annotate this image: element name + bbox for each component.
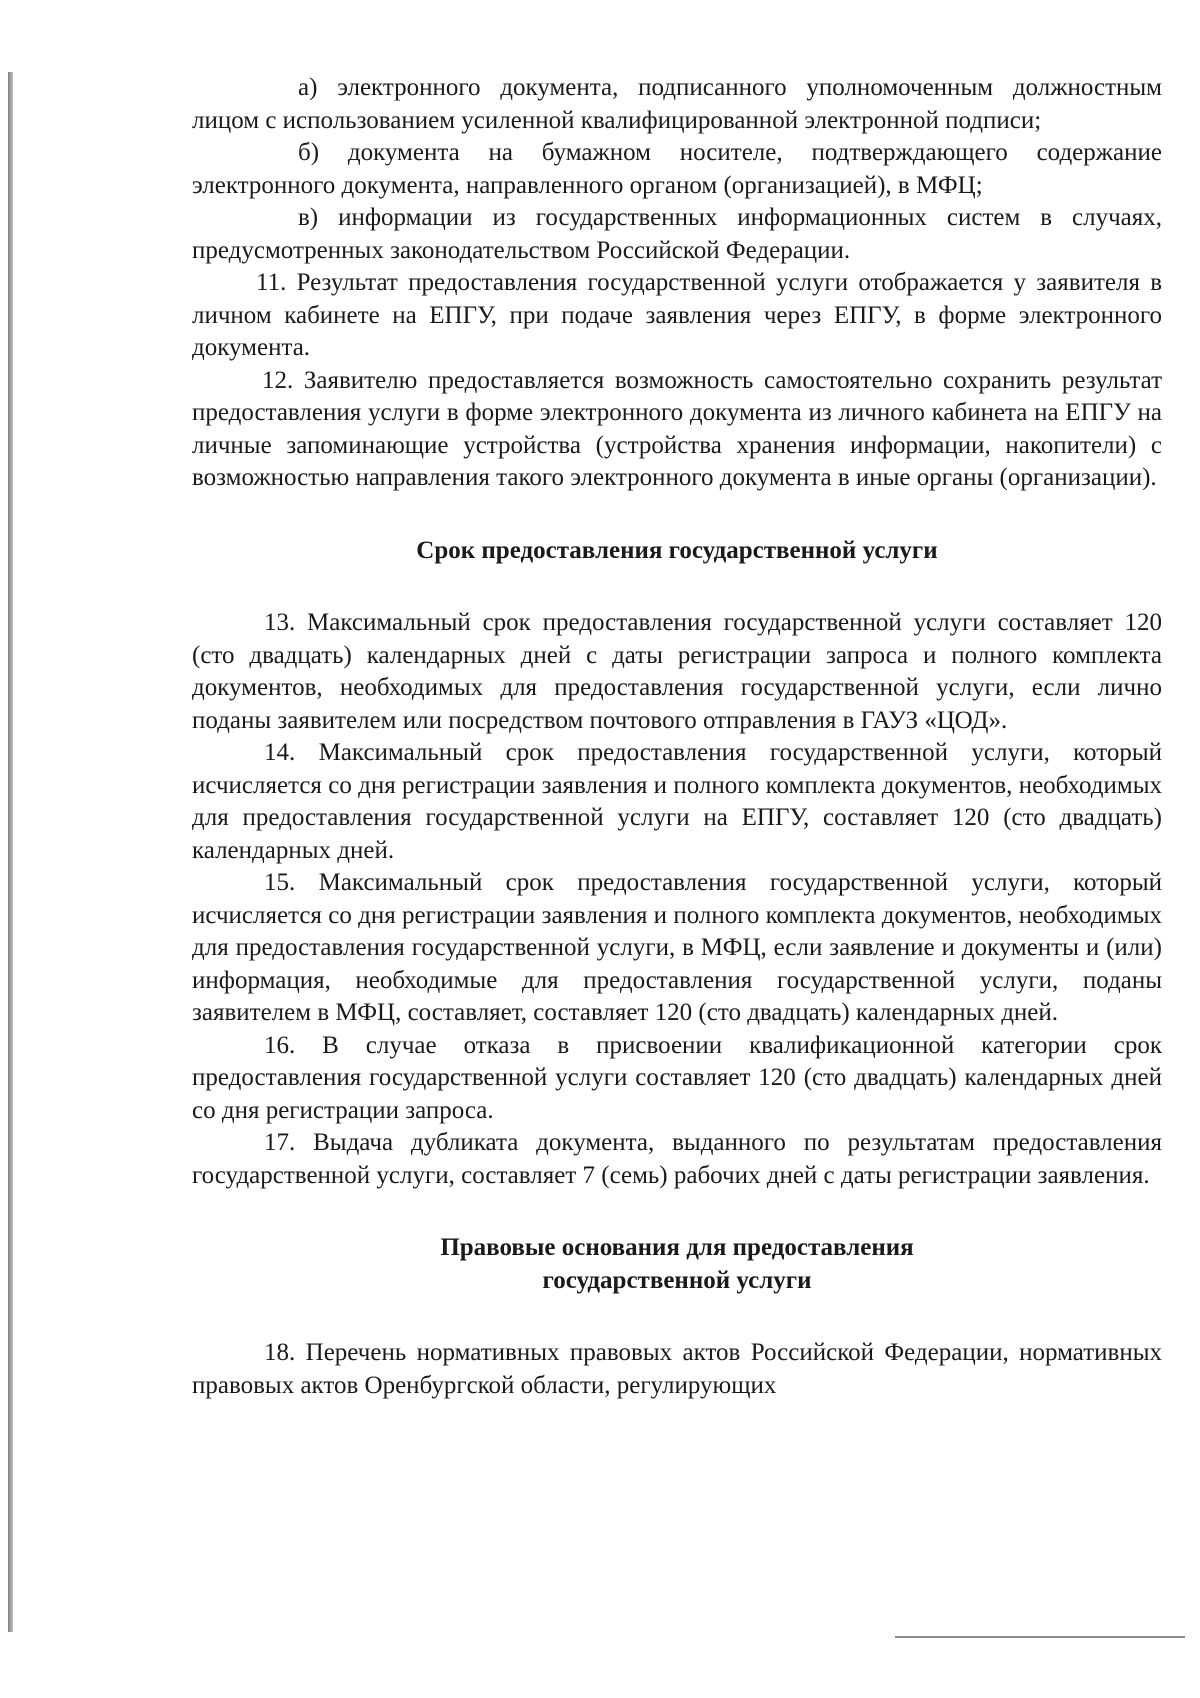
section-heading-legal: [192, 1232, 1162, 1297]
paragraph-15: 15. Максимальный срок предоставления государственной услуги, который исчисляется со дня регистрации заявления и полного комплекта документов, необходимых для предоставления государственной услуги, в МФЦ, если заявление и документы и (или) информация, необходимые для предоставления государственной услуги, поданы заявителем в МФЦ, составляет, составляет 120 (сто двадцать) календарных дней.: [192, 869, 1162, 1026]
paragraph-14: 14. Максимальный срок предоставления государственной услуги, который исчисляется со дня регистрации заявления и полного комплекта документов, необходимых для предоставления государственной услуги на ЕПГУ, составляет 120 (сто двадцать) календарных дней.: [192, 739, 1162, 864]
paragraph-18: 18. Перечень нормативных правовых актов Российской Федерации, нормативных правовых актов Оренбургской области, регулирующих: [192, 1339, 1162, 1399]
scan-edge-shadow: [8, 72, 13, 1632]
document-page: [192, 72, 1162, 1402]
section-heading-legal-line1: Правовые основания для предоставления: [440, 1234, 914, 1261]
paragraph-item-v: в) информации из государственных информационных систем в случаях, предусмотренных законодательством Российской Федерации.: [192, 204, 1162, 264]
paragraph-16: 16. В случае отказа в присвоении квалификационной категории срок предоставления государственной услуги составляет 120 (сто двадцать) календарных дней со дня регистрации запроса.: [192, 1031, 1162, 1124]
paragraph-12: 12. Заявителю предоставляется возможность самостоятельно сохранить результат предоставления услуги в форме электронного документа из личного кабинета на ЕПГУ на личные запоминающие устройства (устройства хранения информации, накопители) с возможностью направления такого электронного документа в иные органы (организации).: [192, 366, 1162, 491]
paragraph-17: 17. Выдача дубликата документа, выданного по результатам предоставления государственной услуги, составляет 7 (семь) рабочих дней с даты регистрации заявления.: [192, 1129, 1162, 1189]
paragraph-11: 11. Результат предоставления государственной услуги отображается у заявителя в личном кабинете на ЕПГУ, при подаче заявления через ЕПГУ, в форме электронного документа.: [192, 269, 1162, 361]
paragraph-item-a: а) электронного документа, подписанного уполномоченным должностным лицом с использованием усиленной квалифицированной электронной подписи;: [192, 74, 1162, 134]
paragraph-13: 13. Максимальный срок предоставления государственной услуги составляет 120 (сто двадцать) календарных дней с даты регистрации запроса и полного комплекта документов, необходимых для предоставления государственной услуги, если лично поданы заявителем или посредством почтового отправления в ГАУЗ «ЦОД».: [192, 609, 1162, 734]
paragraph-item-b: б) документа на бумажном носителе, подтверждающего содержание электронного документа, направленного органом (организацией), в МФЦ;: [192, 139, 1162, 199]
section-heading-legal-line2: государственной услуги: [542, 1266, 812, 1294]
footer-rule: [895, 1636, 1185, 1638]
section-heading-term: Срок предоставления государственной услуги: [416, 536, 938, 564]
